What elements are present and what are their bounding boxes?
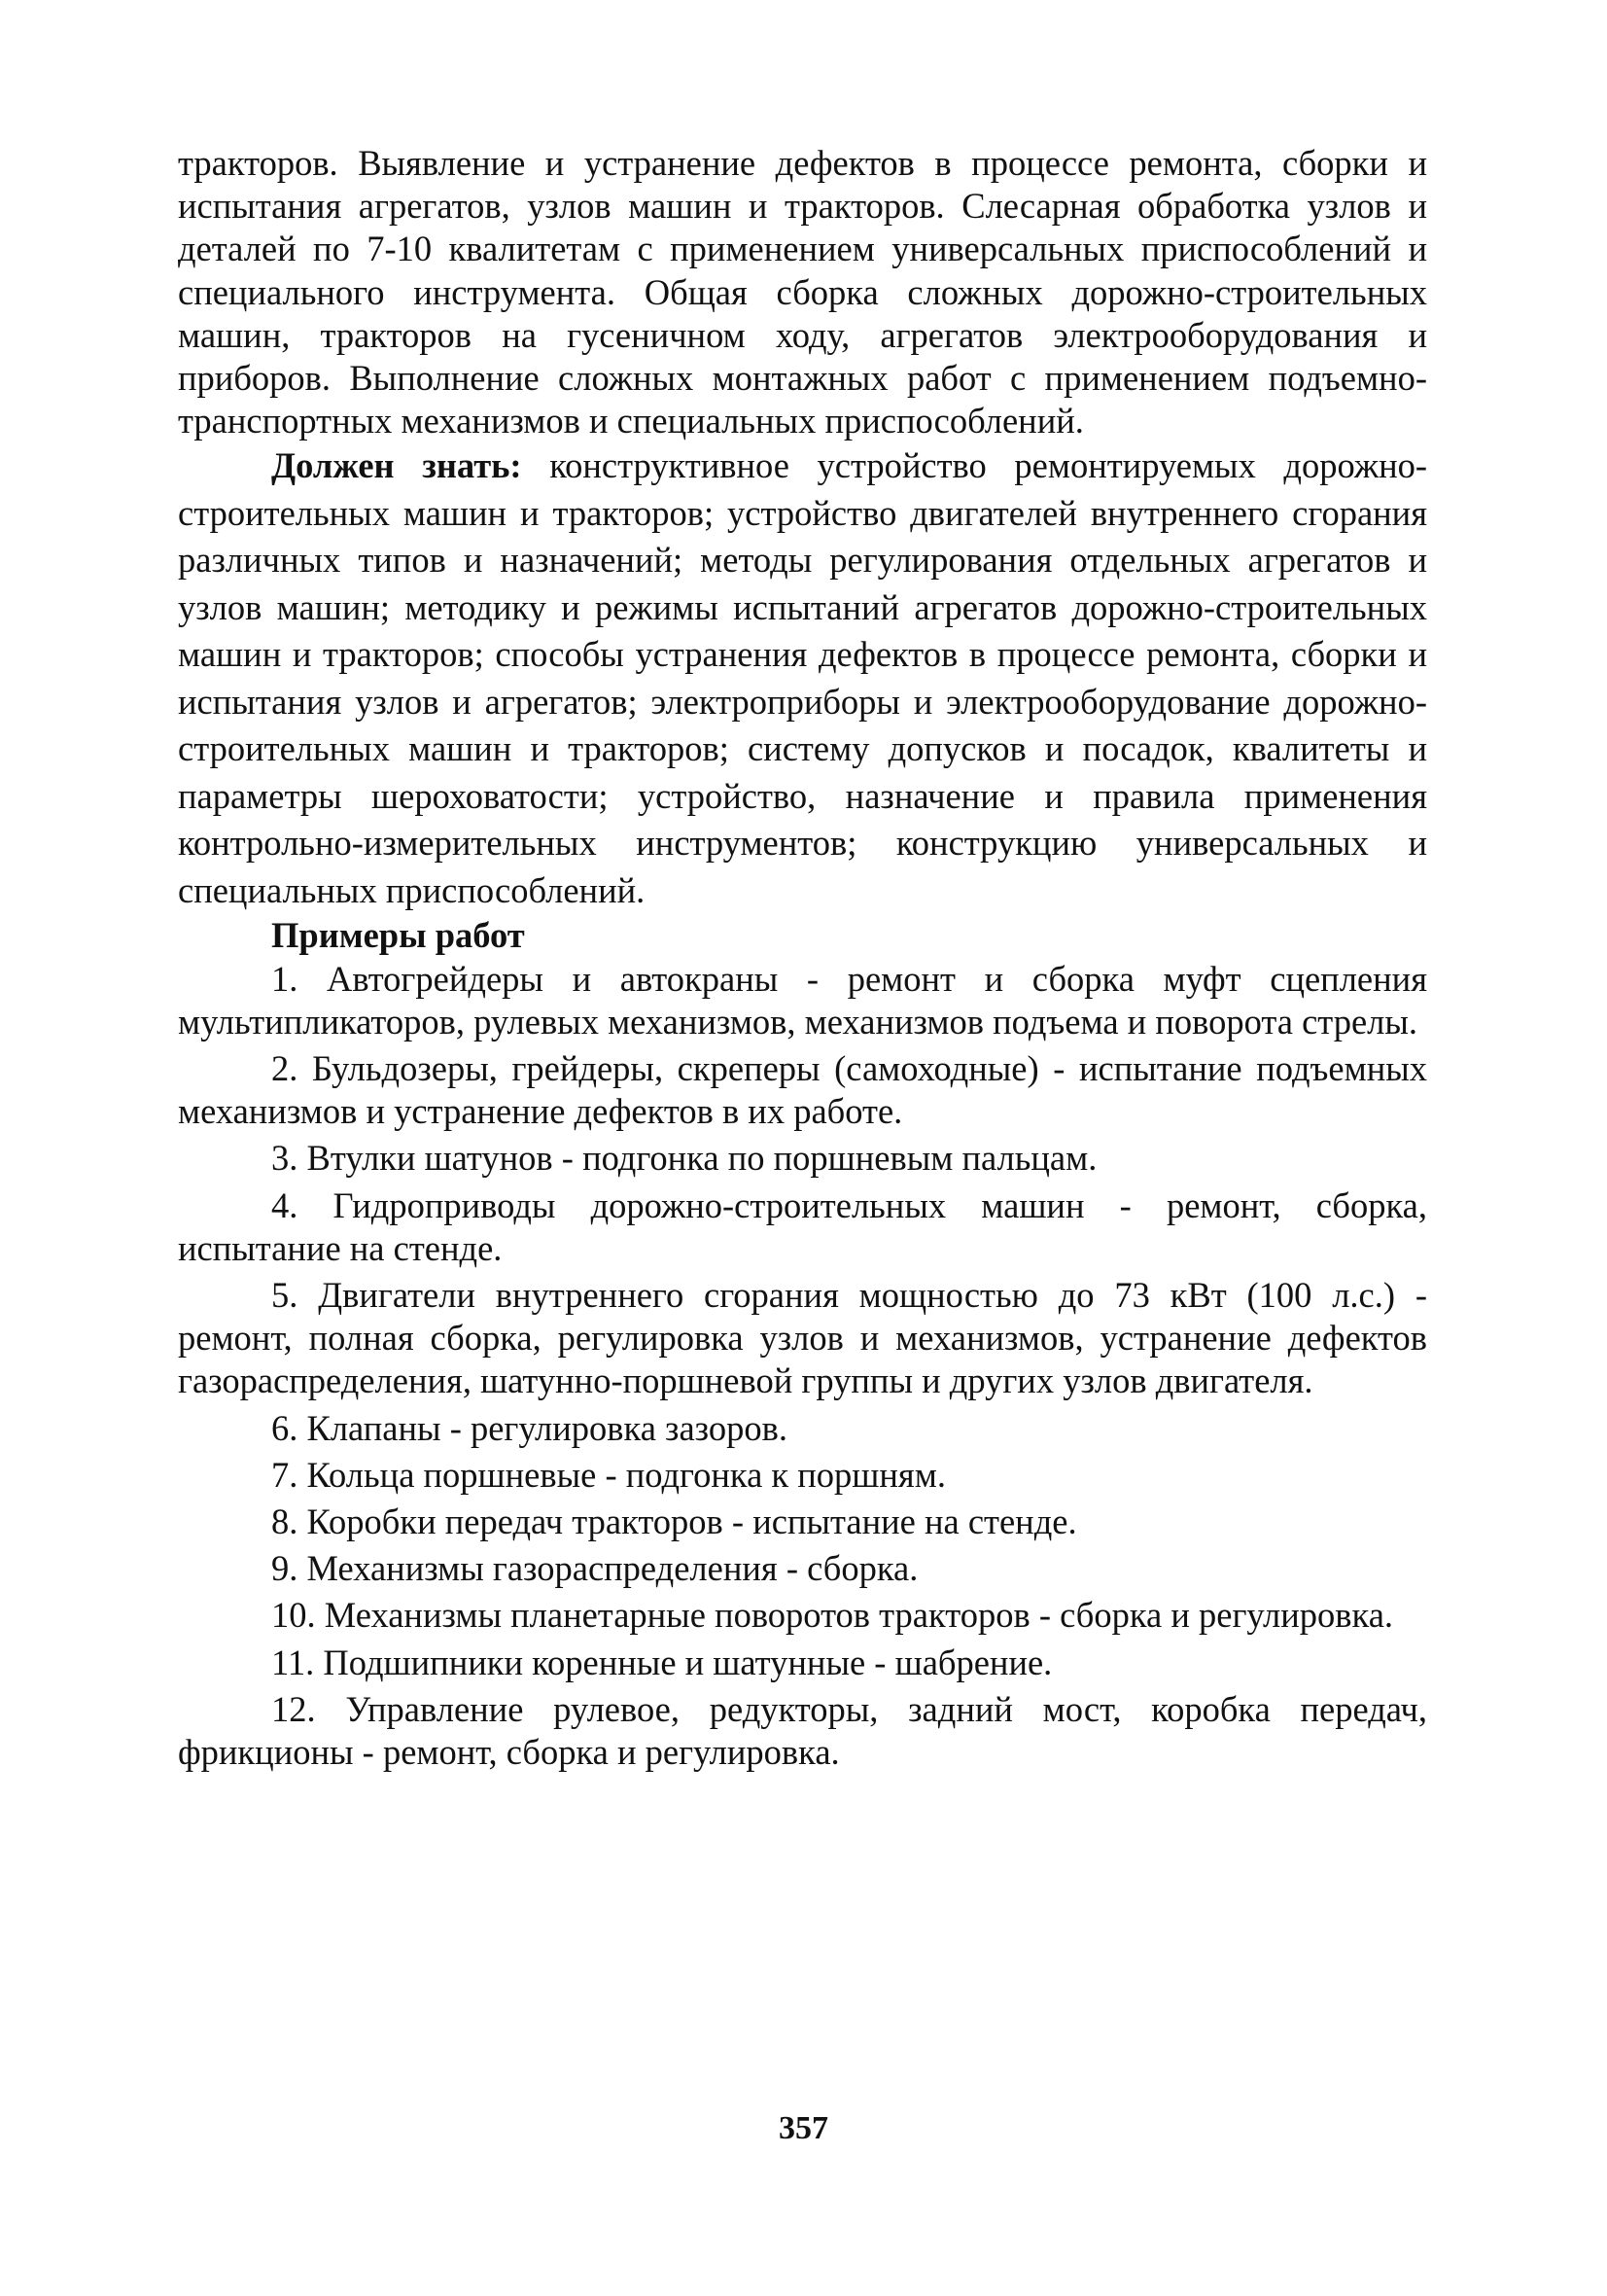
example-item-2: 2. Бульдозеры, грейдеры, скреперы (самоходные) - испытание подъемных механизмов и устранение дефектов в их работе. [178, 1048, 1427, 1132]
page-number: 357 [779, 2110, 828, 2146]
knowledge-paragraph [178, 442, 1427, 914]
example-item-8: 8. Коробки передач тракторов - испытание на стенде. [271, 1501, 1077, 1542]
intro-paragraph: тракторов. Выявление и устранение дефектов в процессе ремонта, сборки и испытания агрегатов, узлов машин и тракторов. Слесарная обработка узлов и деталей по 7-10 квалитетам с применением универсальных приспособлений и специального инструмента. Общая сборка сложных дорожно-строительных машин, тракторов на гусеничном ходу, агрегатов электрооборудования и приборов. Выполнение сложных монтажных работ с применением подъемно-транспортных механизмов и специальных приспособлений. [178, 143, 1427, 442]
knowledge-text: конструктивное устройство ремонтируемых дорожно-строительных машин и тракторов; устройство двигателей внутреннего сгорания различных типов и назначений; методы регулирования отдельных агрегатов и узлов машин; методику и режимы испытаний агрегатов дорожно-строительных машин и тракторов; способы устранения дефектов в процессе ремонта, сборки и испытания узлов и агрегатов; электроприборы и электрооборудование дорожно-строительных машин и тракторов; систему допусков и посадок, квалитеты и параметры шероховатости; устройство, назначение и правила применения контрольно-измерительных инструментов; конструкцию универсальных и специальных приспособлений. [178, 445, 1428, 910]
examples-heading: Примеры работ [271, 915, 525, 956]
example-item-4: 4. Гидроприводы дорожно-строительных машин - ремонт, сборка, испытание на стенде. [178, 1184, 1427, 1268]
example-item-10: 10. Механизмы планетарные поворотов тракторов - сборка и регулировка. [271, 1595, 1394, 1636]
example-item-6: 6. Клапаны - регулировка зазоров. [271, 1407, 787, 1448]
example-item-9: 9. Механизмы газораспределения - сборка. [271, 1548, 919, 1589]
example-item-3: 3. Втулки шатунов - подгонка по поршневым пальцам. [271, 1138, 1098, 1179]
document-body [178, 142, 1427, 1774]
example-item-12: 12. Управление рулевое, редукторы, задний мост, коробка передач, фрикционы - ремонт, сборка и регулировка. [178, 1688, 1427, 1773]
example-item-5: 5. Двигатели внутреннего сгорания мощностью до 73 кВт (100 л.с.) - ремонт, полная сборка, регулировка узлов и механизмов, устранение дефектов газораспределения, шатунно-поршневой группы и других узлов двигателя. [178, 1275, 1427, 1401]
example-item-11: 11. Подшипники коренные и шатунные - шабрение. [271, 1642, 1053, 1682]
example-item-7: 7. Кольца поршневые - подгонка к поршням. [271, 1454, 946, 1495]
example-item-1: 1. Автогрейдеры и автокраны - ремонт и сборка муфт сцепления мультипликаторов, рулевых механизмов, механизмов подъема и поворота стрелы. [178, 958, 1427, 1042]
knowledge-label: Должен знать: [271, 445, 522, 486]
